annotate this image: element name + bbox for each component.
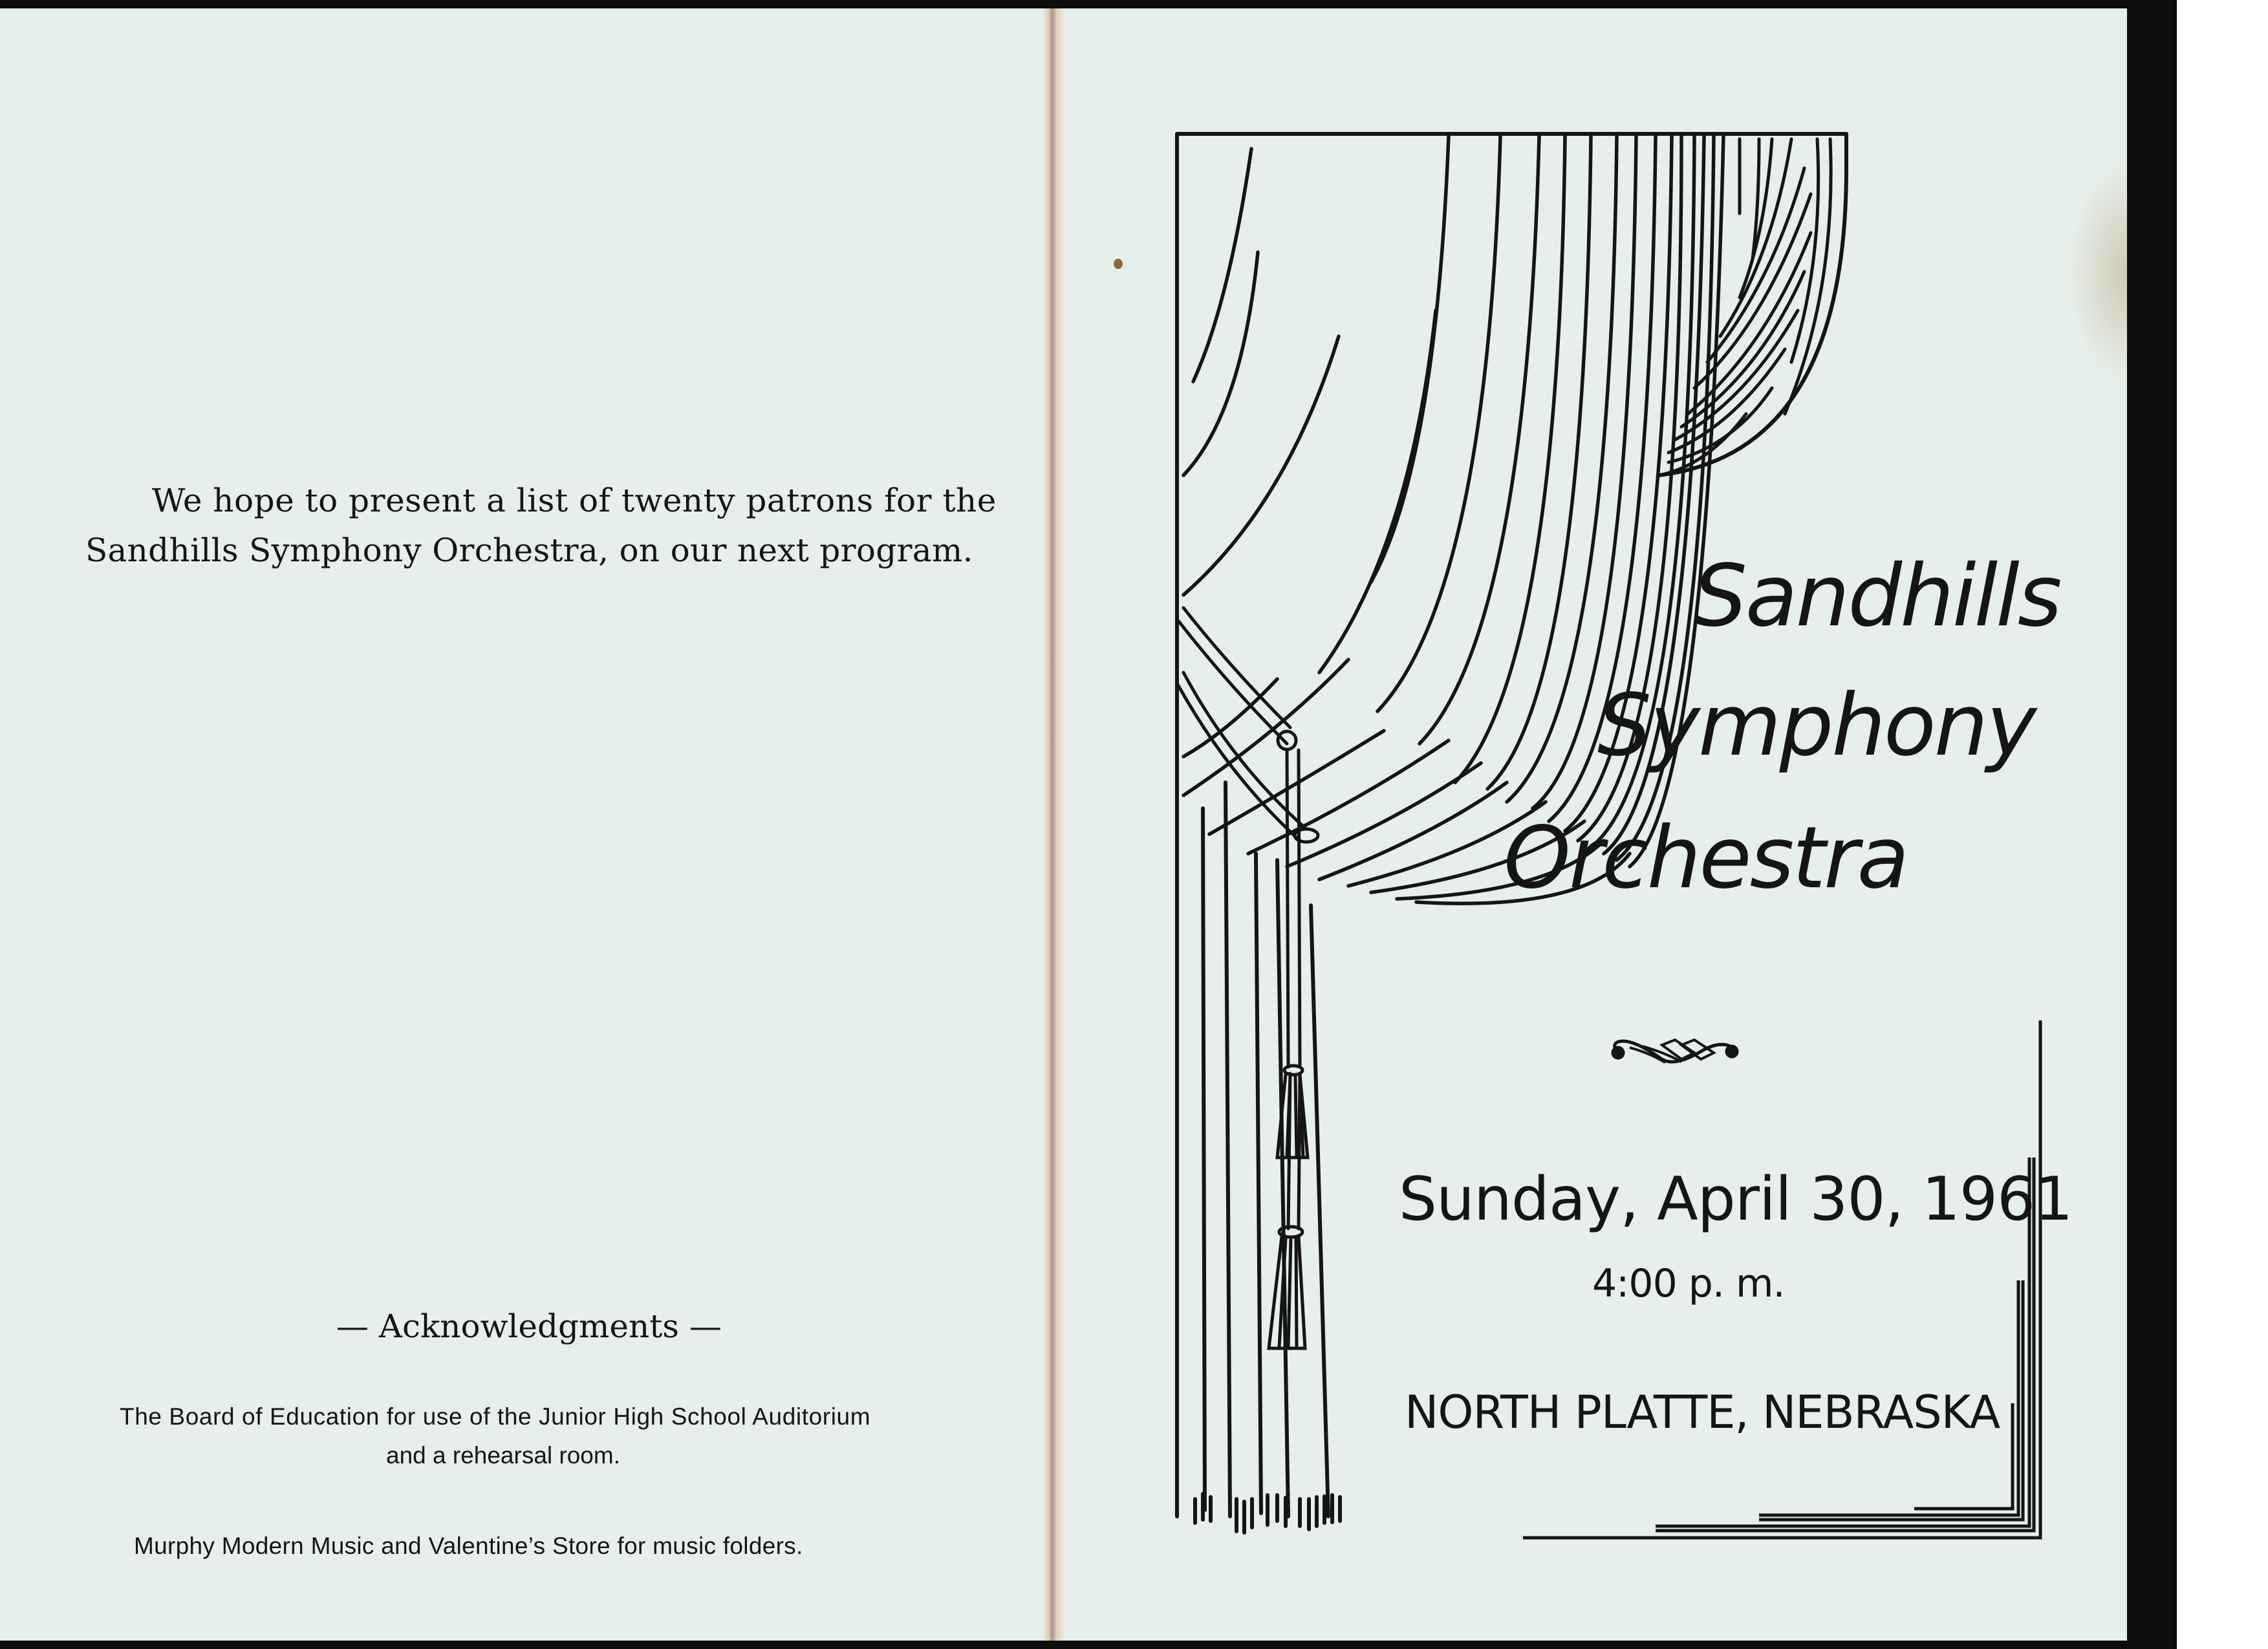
title-line-orchestra: Orchestra — [1504, 808, 1908, 908]
acknowledgment-item-1-line-2: and a rehearsal room. — [386, 1442, 620, 1469]
patrons-note-line-1: We hope to present a list of twenty patrons for the — [152, 482, 997, 519]
concert-time: 4:00 p. m. — [1592, 1261, 1785, 1306]
acknowledgments-heading: — Acknowledgments — — [336, 1308, 722, 1345]
acknowledgment-item-1-line-1: The Board of Education for use of the Junior High School Auditorium — [120, 1403, 871, 1430]
title-line-symphony: Symphony — [1597, 676, 2035, 775]
concert-location: NORTH PLATTE, NEBRASKA — [1405, 1386, 2000, 1439]
acknowledgment-item-2: Murphy Modern Music and Valentine’s Store for music folders. — [134, 1533, 803, 1559]
patrons-note-line-2: Sandhills Symphony Orchestra, on our next program. — [85, 532, 973, 569]
title-line-sandhills: Sandhills — [1693, 546, 2060, 646]
concert-date: Sunday, April 30, 1961 — [1399, 1164, 2073, 1234]
